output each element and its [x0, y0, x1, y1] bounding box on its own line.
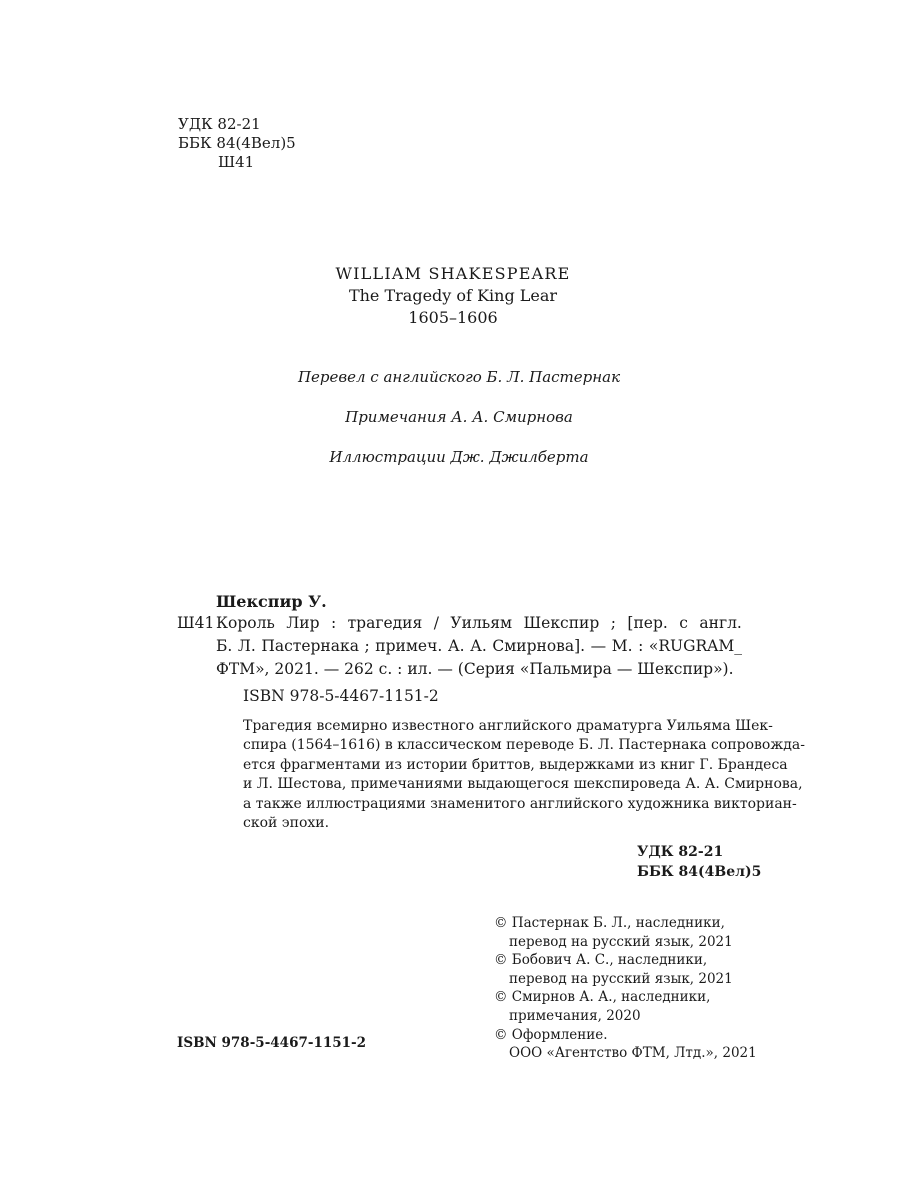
- record-word: «RUGRAM_: [648, 637, 742, 655]
- record-word: англ.: [699, 614, 742, 632]
- classification-top: [178, 115, 296, 172]
- record-word: [пер.: [627, 614, 668, 632]
- record-word: ;: [364, 637, 370, 655]
- annotation: [243, 717, 805, 833]
- record-word: примеч.: [375, 637, 443, 655]
- record-word: Лир: [286, 614, 320, 632]
- annotation-line: Трагедия всемирно известного английского драматурга Уильяма Шек-: [243, 718, 773, 734]
- record-line-1: [216, 612, 742, 635]
- record-word: Б.: [216, 637, 233, 655]
- copyright-line: примечания, 2020: [509, 1007, 641, 1024]
- translator-credit: Перевел с английского Б. Л. Пастернак: [297, 368, 621, 386]
- copyright-block: [494, 914, 757, 1063]
- annotation-line: а также иллюстрациями знаменитого английского художника викториан-: [243, 795, 797, 812]
- copyright-line: перевод на русский язык, 2021: [509, 933, 733, 950]
- record-word: :: [330, 614, 337, 632]
- bbk-code: ББК 84(4Вел)5: [178, 134, 296, 152]
- annotation-line: ской эпохи.: [243, 815, 330, 832]
- record-word: М.: [611, 637, 633, 655]
- record-word: с: [679, 614, 688, 632]
- record-author: Шекспир У.: [216, 592, 327, 611]
- classification-bottom: [637, 842, 761, 882]
- record-word: /: [433, 614, 439, 632]
- record-word: —: [590, 637, 607, 655]
- record-word: Л.: [237, 637, 256, 655]
- notes-credit: Примечания А. А. Смирнова: [345, 408, 573, 426]
- record-isbn: ISBN 978-5-4467-1151-2: [243, 687, 439, 705]
- annotation-line: ется фрагментами из истории бриттов, выдержками из книг Г. Брандеса: [243, 756, 788, 773]
- bbk-code-bottom: ББК 84(4Вел)5: [637, 864, 762, 880]
- copyright-line: ООО «Агентство ФТМ, Лтд.», 2021: [509, 1045, 757, 1062]
- copyright-line: © Смирнов А. А., наследники,: [494, 989, 711, 1006]
- record-author-mark: Ш41: [177, 614, 215, 632]
- annotation-line: спира (1564–1616) в классическом переводе Б. Л. Пастернака сопровожда-: [243, 737, 805, 754]
- record-description: [216, 612, 742, 681]
- original-years: 1605–1606: [408, 308, 498, 327]
- isbn-bottom: ISBN 978-5-4467-1151-2: [177, 1035, 367, 1051]
- copyright-line: © Бобович А. С., наследники,: [494, 952, 708, 969]
- record-word: :: [638, 637, 644, 655]
- copyright-line: © Пастернак Б. Л., наследники,: [494, 915, 725, 931]
- record-word: А.: [470, 637, 487, 655]
- original-title-block: [0, 263, 900, 329]
- record-line-3: ФТМ», 2021. — 262 с. : ил. — (Серия «Пальмира — Шекспир»).: [216, 660, 734, 678]
- record-word: трагедия: [347, 614, 423, 632]
- record-word: Пастернака: [261, 637, 359, 655]
- record-word: А.: [447, 637, 465, 655]
- record-word: Уильям: [450, 614, 513, 632]
- udk-code: УДК 82-21: [178, 115, 261, 133]
- record-line-2: [216, 635, 742, 658]
- udk-code-bottom: УДК 82-21: [637, 844, 724, 860]
- original-title: The Tragedy of King Lear: [348, 286, 558, 305]
- record-word: ;: [610, 614, 616, 632]
- original-author: WILLIAM SHAKESPEARE: [335, 264, 571, 283]
- illustrations-credit: Иллюстрации Дж. Джилберта: [329, 448, 589, 466]
- record-word: Шекспир: [523, 614, 600, 632]
- annotation-line: и Л. Шестова, примечаниями выдающегося шекспироведа А. А. Смирнова,: [243, 776, 803, 793]
- record-word: Король: [216, 614, 275, 632]
- copyright-line: перевод на русский язык, 2021: [509, 970, 733, 987]
- record-word: Смирнова].: [492, 637, 586, 655]
- author-mark: Ш41: [218, 153, 255, 171]
- copyright-line: © Оформление.: [494, 1026, 608, 1043]
